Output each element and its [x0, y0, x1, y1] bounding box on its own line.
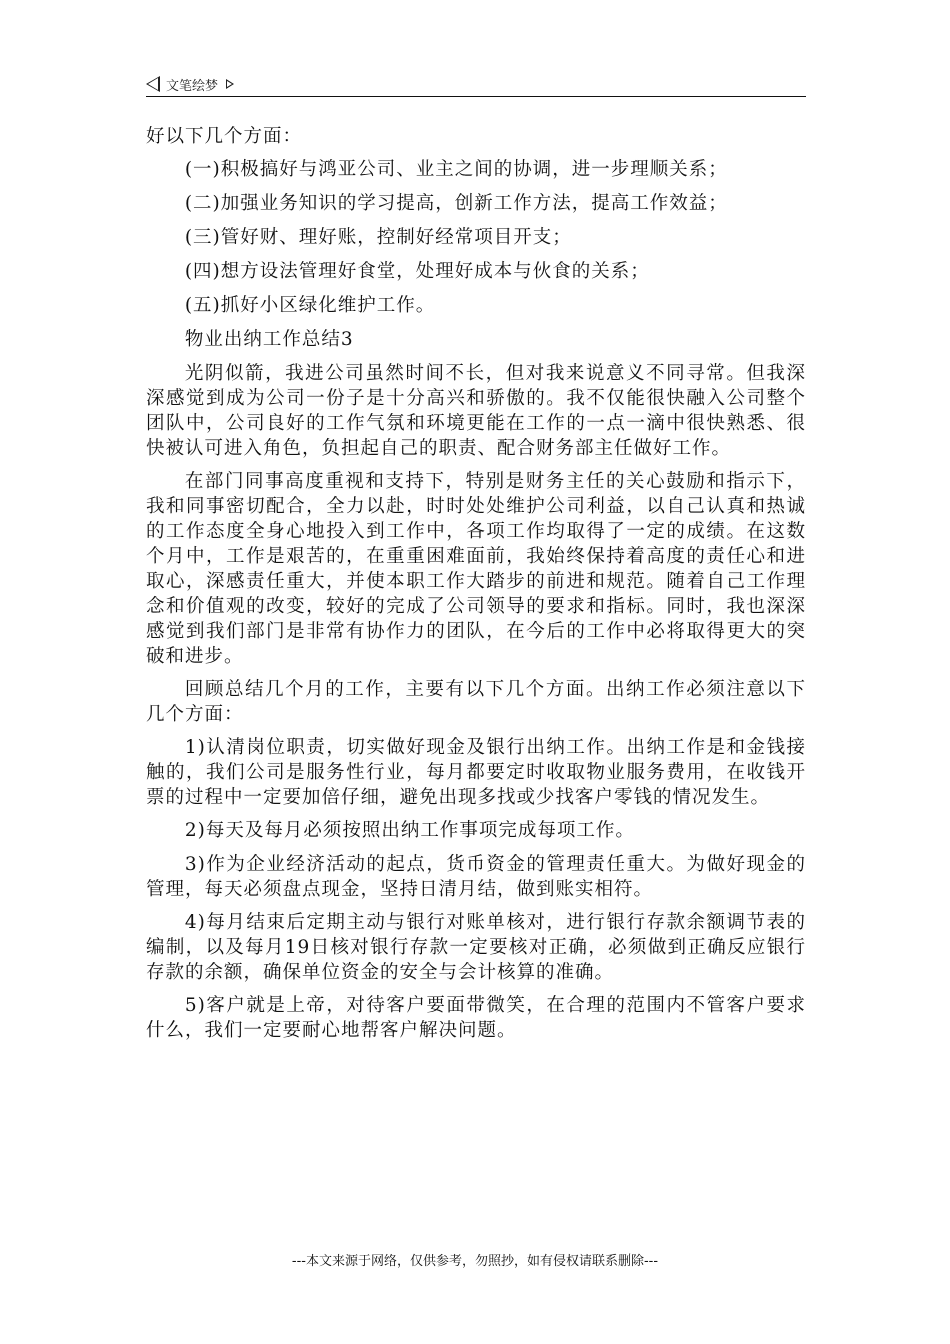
section-title: 物业出纳工作总结3: [184, 329, 354, 350]
paragraph: 1)认清岗位职责，切实做好现金及银行出纳工作。出纳工作是和金钱接触的，我们公司是服务性行业，每月都要定时收取物业服务费用，在收钱开票的过程中一定要加倍仔细，避免出现多找或少找客户零钱的情况发生。: [146, 737, 806, 808]
header-brand: 文笔绘梦: [166, 78, 219, 94]
paragraph: 回顾总结几个月的工作，主要有以下几个方面。出纳工作必须注意以下几个方面：: [146, 679, 806, 725]
list-item: (五)抓好小区绿化维护工作。: [184, 295, 436, 316]
paragraph: 2)每天及每月必须按照出纳工作事项完成每项工作。: [184, 820, 635, 841]
list-item: (一)积极搞好与鸿亚公司、业主之间的协调，进一步理顺关系；: [184, 159, 728, 180]
document-body: [146, 124, 806, 1051]
list-item: (四)想方设法管理好食堂，处理好成本与伙食的关系；: [184, 261, 650, 282]
header-rule: [146, 96, 806, 97]
triangle-right-icon: [226, 79, 234, 89]
page-footer: ---本文来源于网络，仅供参考，勿照抄，如有侵权请联系删除---: [291, 1254, 659, 1269]
paragraph: 在部门同事高度重视和支持下，特别是财务主任的关心鼓励和指示下，我和同事密切配合，全力以赴，时时处处维护公司利益，以自己认真和热诚的工作态度全身心地投入到工作中，各项工作均取得了一定的成绩。在这数个月中，工作是艰苦的，在重重困难面前，我始终保持着高度的责任心和进取心，深感责任重大，并使本职工作大踏步的前进和规范。随着自己工作理念和价值观的改变，较好的完成了公司领导的要求和指标。同时，我也深深感觉到我们部门是非常有协作力的团队，在今后的工作中必将取得更大的突破和进步。: [146, 471, 806, 667]
list-item: (二)加强业务知识的学习提高，创新工作方法，提高工作效益；: [184, 193, 728, 214]
list-item: (三)管好财、理好账，控制好经常项目开支；: [184, 227, 572, 248]
paragraph: 3)作为企业经济活动的起点，货币资金的管理责任重大。为做好现金的管理，每天必须盘点现金，坚持日清月结，做到账实相符。: [146, 854, 806, 900]
paragraph: 光阴似箭，我进公司虽然时间不长，但对我来说意义不同寻常。但我深深感觉到成为公司一份子是十分高兴和骄傲的。我不仅能很快融入公司整个团队中，公司良好的工作气氛和环境更能在工作的一点一滴中很快熟悉、很快被认可进入角色，负担起自己的职责、配合财务部主任做好工作。: [146, 363, 806, 459]
triangle-left-icon: [146, 76, 160, 92]
paragraph: 4)每月结束后定期主动与银行对账单核对，进行银行存款余额调节表的编制，以及每月19日核对银行存款一定要核对正确，必须做到正确反应银行存款的余额，确保单位资金的安全与会计核算的准确。: [146, 912, 806, 983]
page-header: [146, 72, 806, 98]
paragraph: 5)客户就是上帝，对待客户要面带微笑，在合理的范围内不管客户要求什么，我们一定要耐心地帮客户解决问题。: [146, 995, 806, 1041]
paragraph: 好以下几个方面：: [146, 126, 303, 147]
